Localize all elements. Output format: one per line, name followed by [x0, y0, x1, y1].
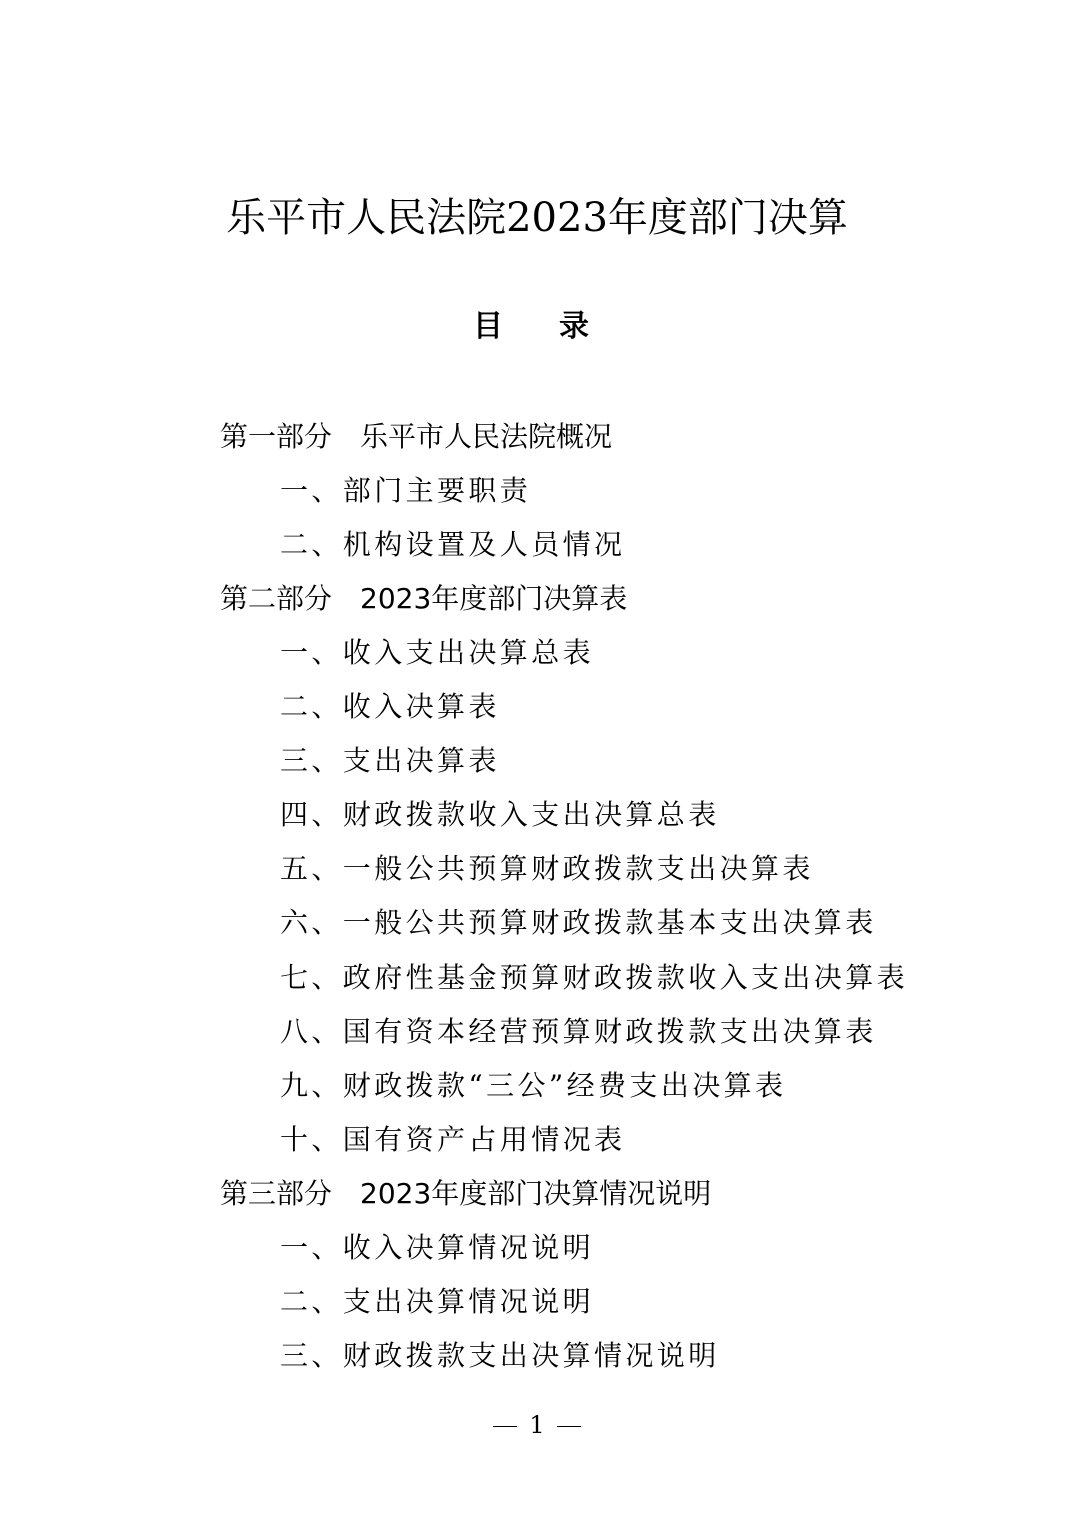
toc-item: 一、收入决算情况说明 [280, 1231, 595, 1264]
toc-part-label: 2023年度部门决算情况说明 [360, 1177, 712, 1210]
toc-part-3 [220, 1174, 711, 1214]
page-number-dash-left [493, 1426, 517, 1427]
page-number-dash-right [557, 1426, 581, 1427]
toc-item: 一、收入支出决算总表 [280, 636, 595, 669]
toc-part-number: 第三部分 [220, 1177, 333, 1210]
toc-item: 五、一般公共预算财政拨款支出决算表 [280, 852, 814, 885]
toc-item: 二、机构设置及人员情况 [280, 528, 626, 561]
toc-part-label: 2023年度部门决算表 [360, 582, 628, 615]
toc-item: 二、支出决算情况说明 [280, 1285, 595, 1318]
toc-part-1 [220, 417, 612, 457]
toc-item: 一、部门主要职责 [280, 474, 532, 507]
page-number [0, 1408, 1074, 1442]
toc-item: 八、国有资本经营预算财政拨款支出决算表 [280, 1015, 877, 1048]
document-title: 乐平市人民法院2023年度部门决算 [226, 195, 848, 241]
toc-item: 九、财政拨款“三公”经费支出决算表 [280, 1069, 787, 1102]
toc-part-2 [220, 579, 627, 619]
toc-part-label: 乐平市人民法院概况 [360, 420, 613, 453]
toc-item: 十、国有资产占用情况表 [280, 1123, 626, 1156]
toc-item: 三、财政拨款支出决算情况说明 [280, 1339, 720, 1372]
page-number-value: 1 [529, 1411, 545, 1439]
toc-heading: 目录 [473, 309, 645, 344]
toc-item: 四、财政拨款收入支出决算总表 [280, 798, 720, 831]
toc-part-number: 第一部分 [220, 420, 333, 453]
toc-item: 二、收入决算表 [280, 690, 500, 723]
toc-item: 七、政府性基金预算财政拨款收入支出决算表 [280, 961, 909, 994]
toc-item: 三、支出决算表 [280, 744, 500, 777]
toc-part-number: 第二部分 [220, 582, 333, 615]
toc-item: 六、一般公共预算财政拨款基本支出决算表 [280, 906, 877, 939]
